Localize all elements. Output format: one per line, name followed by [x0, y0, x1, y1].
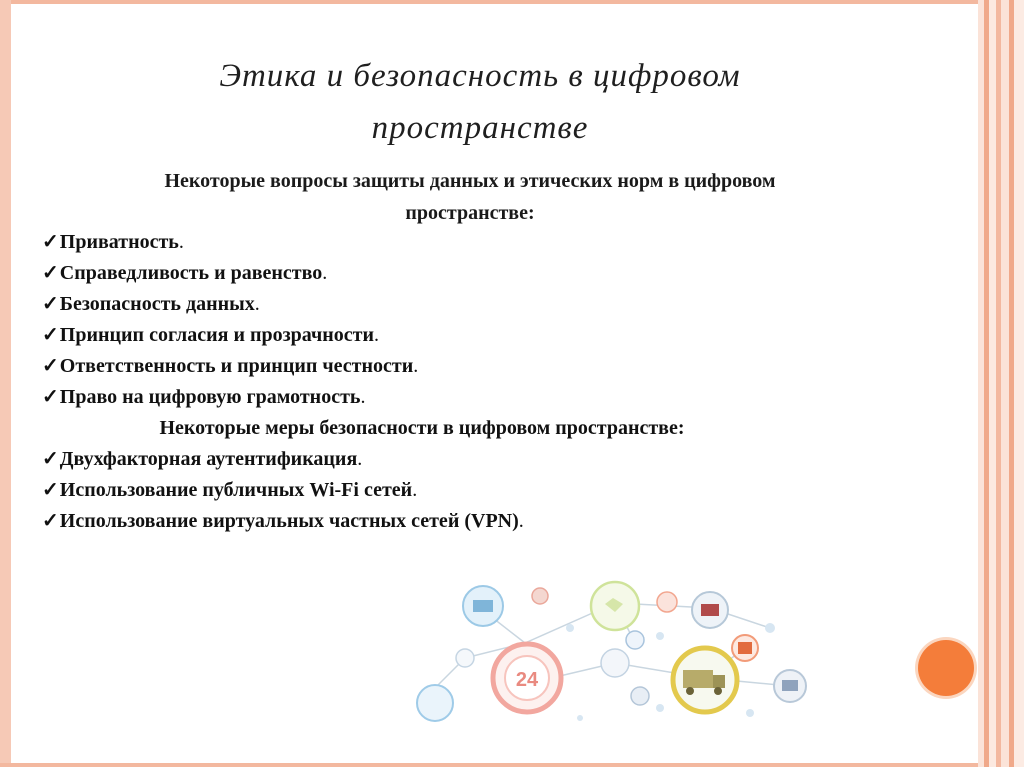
check-icon: ✓ — [42, 231, 59, 253]
list-item: ✓Безопасность данных. — [42, 293, 260, 315]
24-hours-label: 24 — [515, 669, 539, 691]
measures-heading: Некоторые меры безопасности в цифровом пространстве: — [159, 417, 685, 439]
list-item: ✓Справедливость и равенство. — [42, 262, 328, 284]
content-list — [42, 227, 922, 537]
list-item: ✓Использование виртуальных частных сетей (VPN). — [42, 510, 524, 532]
frame-bottom-border — [0, 763, 1024, 767]
list-item: ✓Право на цифровую грамотность. — [42, 386, 366, 408]
check-icon: ✓ — [42, 479, 59, 501]
check-icon: ✓ — [42, 386, 59, 408]
title-line-1: Этика и безопасность в цифровом — [219, 58, 741, 94]
check-icon: ✓ — [42, 448, 59, 470]
check-icon: ✓ — [42, 355, 59, 377]
network-icons-illustration — [405, 568, 815, 728]
issues-heading — [40, 165, 900, 229]
list-item: ✓Двухфакторная аутентификация. — [42, 448, 363, 470]
frame-left-border — [0, 0, 11, 767]
check-icon: ✓ — [42, 510, 59, 532]
check-icon: ✓ — [42, 293, 59, 315]
slide-title — [60, 50, 900, 154]
issues-heading-line-1: Некоторые вопросы защиты данных и этических норм в цифровом — [164, 170, 776, 192]
title-line-2: пространстве — [371, 110, 589, 146]
check-icon: ✓ — [42, 262, 59, 284]
list-item: ✓Использование публичных Wi-Fi сетей. — [42, 479, 418, 501]
list-item: ✓Приватность. — [42, 231, 184, 253]
check-icon: ✓ — [42, 324, 59, 346]
orange-circle-decoration — [918, 640, 974, 696]
list-item: ✓Принцип согласия и прозрачности. — [42, 324, 380, 346]
frame-top-border — [0, 0, 1024, 4]
issues-heading-line-2: пространстве: — [405, 202, 535, 224]
list-item: ✓Ответственность и принцип честности. — [42, 355, 419, 377]
right-stripes-decoration — [978, 0, 1024, 767]
